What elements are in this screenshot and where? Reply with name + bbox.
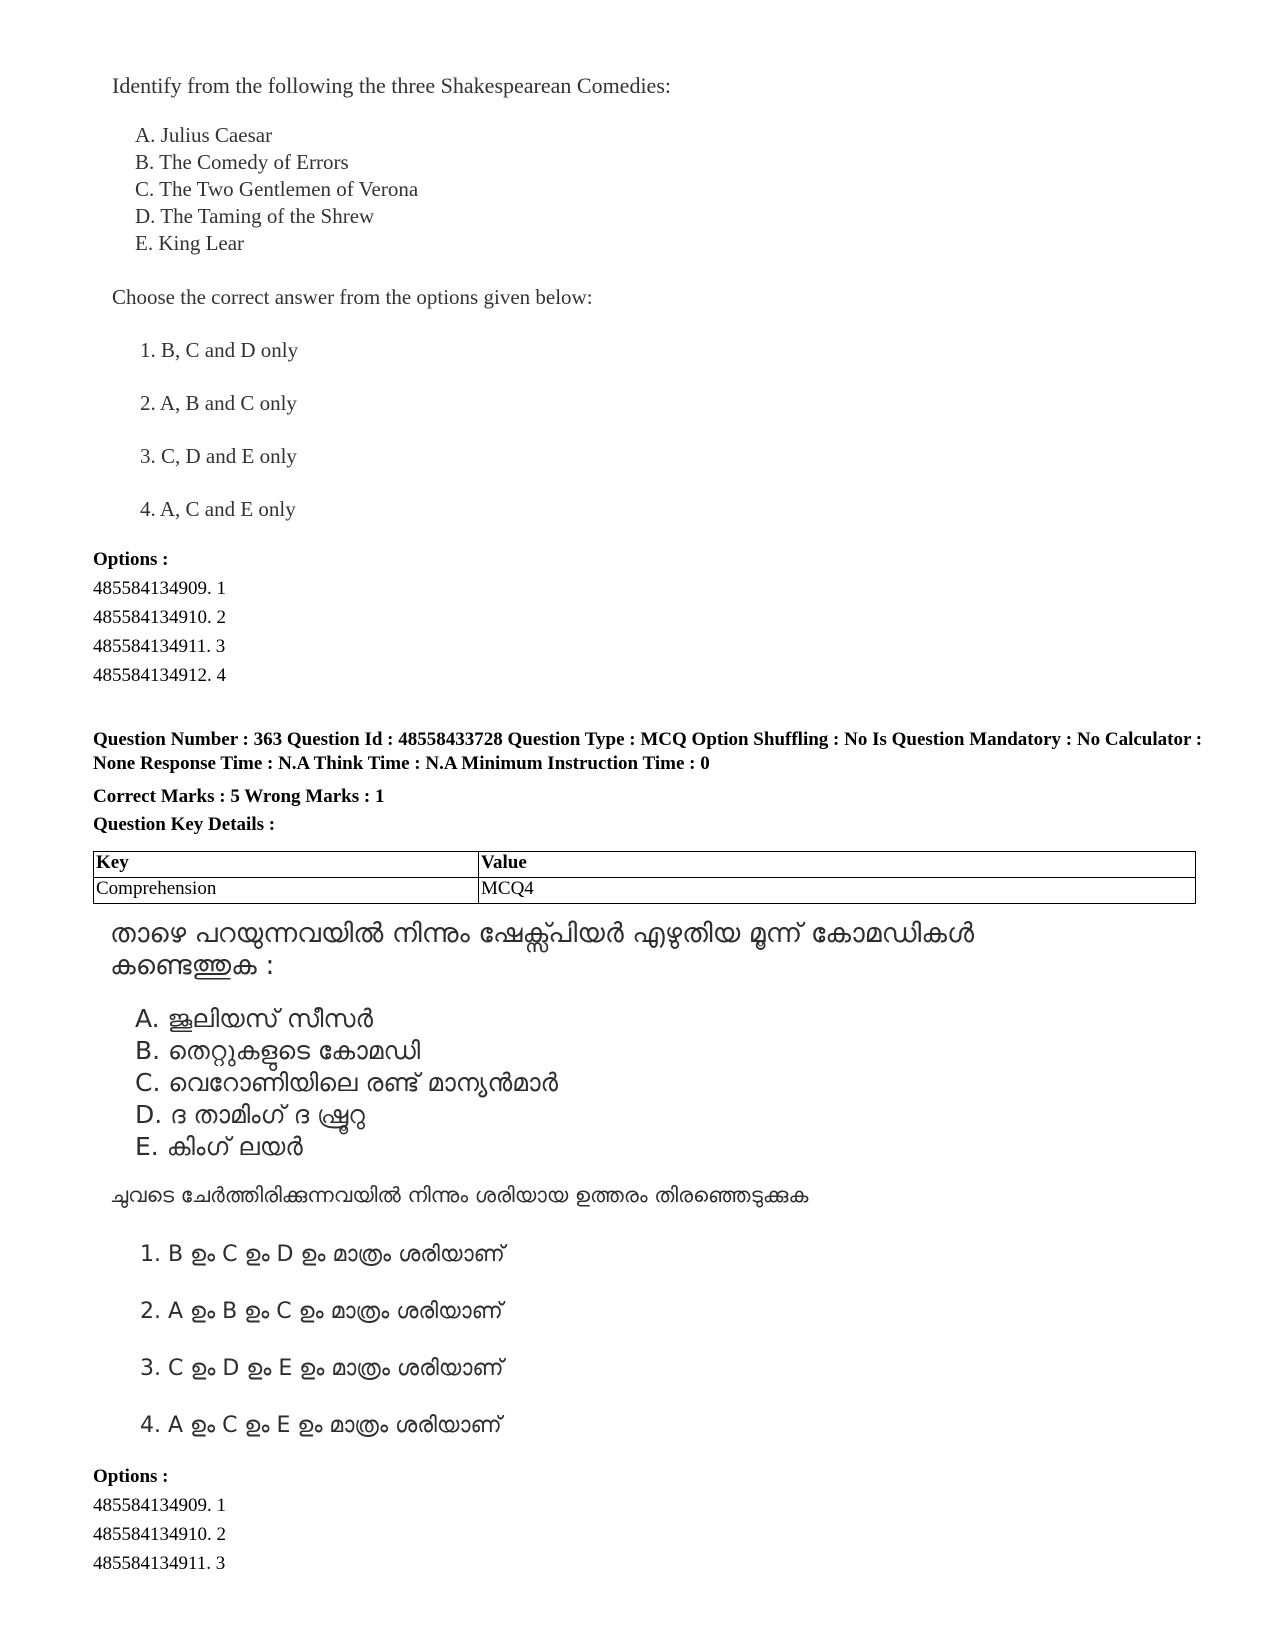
english-item-c: C. The Two Gentlemen of Verona <box>135 177 419 201</box>
options-label: Options : <box>93 549 169 570</box>
option-row: 485584134909. 1 <box>93 1495 226 1516</box>
malayalam-item-c: C. വെറോണിയിലെ രണ്ട് മാന്യൻമാർ <box>135 1068 559 1097</box>
english-answer-3: 3. C, D and E only <box>140 444 297 468</box>
malayalam-answer-2: 2. A ഉം B ഉം C ഉം മാത്രം ശരിയാണ് <box>140 1299 503 1324</box>
table-cell-key: Comprehension <box>94 878 479 904</box>
malayalam-item-e: E. കിംഗ് ലയർ <box>135 1132 303 1161</box>
table-cell-value: MCQ4 <box>479 878 1196 904</box>
english-answer-4: 4. A, C and E only <box>140 497 296 521</box>
malayalam-item-a: A. ജൂലിയസ് സീസർ <box>135 1004 373 1033</box>
malayalam-item-b: B. തെറ്റുകളുടെ കോമഡി <box>135 1036 421 1065</box>
table-header-value: Value <box>479 852 1196 878</box>
option-row: 485584134911. 3 <box>93 636 226 657</box>
english-item-e: E. King Lear <box>135 231 245 255</box>
english-item-a: A. Julius Caesar <box>135 123 273 147</box>
english-answer-1: 1. B, C and D only <box>140 338 299 362</box>
marks-line: Correct Marks : 5 Wrong Marks : 1 <box>93 786 385 807</box>
table-header-key: Key <box>94 852 479 878</box>
option-row: 485584134911. 3 <box>93 1553 226 1574</box>
english-item-d: D. The Taming of the Shrew <box>135 204 375 228</box>
malayalam-item-d: D. ദ താമിംഗ് ദ ഷ്രൂറു <box>135 1100 365 1129</box>
options-label: Options : <box>93 1466 169 1487</box>
option-row: 485584134912. 4 <box>93 665 226 686</box>
english-instruction: Choose the correct answer from the options given below: <box>112 285 593 309</box>
question-meta: Question Number : 363 Question Id : 48558433728 Question Type : MCQ Option Shuffling : No Is Question Mandatory : No Calculator : None Response Time : N.A Think Time : N.A Minimum Instruction Time : 0 <box>93 729 1203 774</box>
key-details-label: Question Key Details : <box>93 814 276 835</box>
malayalam-answer-3: 3. C ഉം D ഉം E ഉം മാത്രം ശരിയാണ് <box>140 1356 504 1381</box>
malayalam-instruction: ചുവടെ ചേർത്തിരിക്കുന്നവയിൽ നിന്നും ശരിയായ ഉത്തരം തിരഞ്ഞെടുക്കുക <box>110 1183 809 1207</box>
english-answer-2: 2. A, B and C only <box>140 391 297 415</box>
option-row: 485584134909. 1 <box>93 578 226 599</box>
english-question-prompt: Identify from the following the three Shakespearean Comedies: <box>112 73 671 98</box>
option-row: 485584134910. 2 <box>93 1524 226 1545</box>
malayalam-question-prompt: താഴെ പറയുന്നവയിൽ നിന്നും ഷേക്സ്പിയർ എഴുതിയ മൂന്ന് കോമഡികൾ കണ്ടെത്തുക : <box>110 918 975 981</box>
malayalam-answer-4: 4. A ഉം C ഉം E ഉം മാത്രം ശരിയാണ് <box>140 1413 502 1438</box>
table-header-row <box>94 852 1196 878</box>
malayalam-answer-1: 1. B ഉം C ഉം D ഉം മാത്രം ശരിയാണ് <box>140 1242 505 1267</box>
english-item-b: B. The Comedy of Errors <box>135 150 349 174</box>
option-row: 485584134910. 2 <box>93 607 226 628</box>
table-row <box>94 878 1196 904</box>
key-value-table <box>93 851 1196 904</box>
